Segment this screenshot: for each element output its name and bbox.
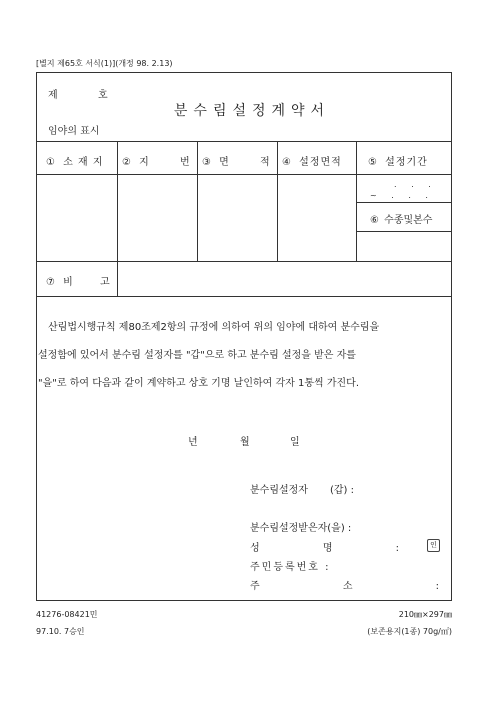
document-title: 분수림설정계약서 [173, 103, 331, 119]
column-label: 소 재 지 [63, 157, 104, 168]
party-b-id-label: 주민등록번호 : [250, 562, 331, 573]
footer-approval-date: 97.10. 7승인 [36, 627, 85, 636]
form-frame [36, 72, 452, 601]
column-number: ② [122, 157, 132, 168]
footer-paper-size: 210㎜×297㎜ [398, 610, 452, 619]
body-text-line: 산림법시행규칙 제80조제2항의 규정에 의하여 위의 임야에 대하여 분수림을 [48, 322, 380, 333]
column-line [117, 261, 118, 296]
field-label: 수종및본수 [384, 215, 433, 226]
seal-mark: 인 [427, 539, 440, 552]
column-number: ① [46, 157, 56, 168]
period-start: . . . [394, 180, 437, 189]
party-a-mark: (갑) : [330, 485, 355, 496]
party-b-label: 분수림설정받은자(을) : [250, 523, 352, 534]
divider [36, 174, 452, 175]
party-b-address-label: 주 소 : [250, 581, 440, 592]
date-month: 월 [240, 437, 250, 448]
column-label: 면 적 [219, 157, 271, 168]
column-line [117, 141, 118, 261]
column-header-area [202, 153, 274, 168]
column-label: 설정면적 [299, 157, 342, 168]
land-description-label: 임야의 표시 [48, 126, 100, 137]
column-label: 지 번 [139, 157, 191, 168]
column-header-period [368, 153, 428, 168]
divider [356, 202, 452, 203]
column-line [277, 141, 278, 261]
party-a-label: 분수림설정자 [250, 485, 308, 496]
column-header-location [46, 153, 104, 168]
doc-number-label: 제 [48, 90, 58, 101]
column-label: 설정기간 [385, 157, 428, 168]
period-end: ~ . . . [370, 191, 434, 200]
divider [36, 261, 452, 262]
column-number: ④ [282, 157, 292, 168]
footer-paper-type: (보존용지(1종) 70g/㎡) [367, 627, 452, 636]
party-b-name-label: 성 명 : [250, 543, 400, 554]
field-label: 비 고 [63, 277, 111, 288]
column-number: ⑤ [368, 157, 378, 168]
column-header-lot-number [122, 153, 194, 168]
date-day: 일 [290, 437, 300, 448]
body-text-line: 설정함에 있어서 분수림 설정자를 "갑"으로 하고 분수림 설정을 받은 자를 [38, 350, 356, 361]
column-header-set-area [282, 153, 342, 168]
doc-number-suffix: 호 [98, 90, 108, 101]
column-line [197, 141, 198, 261]
date-year: 년 [188, 437, 198, 448]
form-reference: [별지 제65호 서식(1)](개정 98. 2.13) [36, 59, 173, 68]
species-count-label [370, 211, 432, 226]
column-number: ③ [202, 157, 212, 168]
footer-form-code: 41276-08421민 [36, 610, 98, 619]
field-number: ⑥ [370, 215, 379, 226]
body-text-line: "을"로 하여 다음과 같이 계약하고 상호 기명 날인하여 각자 1통씩 가진다. [38, 378, 360, 389]
remarks-label [46, 273, 111, 288]
divider [356, 231, 452, 232]
divider [36, 296, 452, 297]
field-number: ⑦ [46, 277, 56, 288]
divider [36, 141, 452, 142]
column-line [356, 141, 357, 261]
